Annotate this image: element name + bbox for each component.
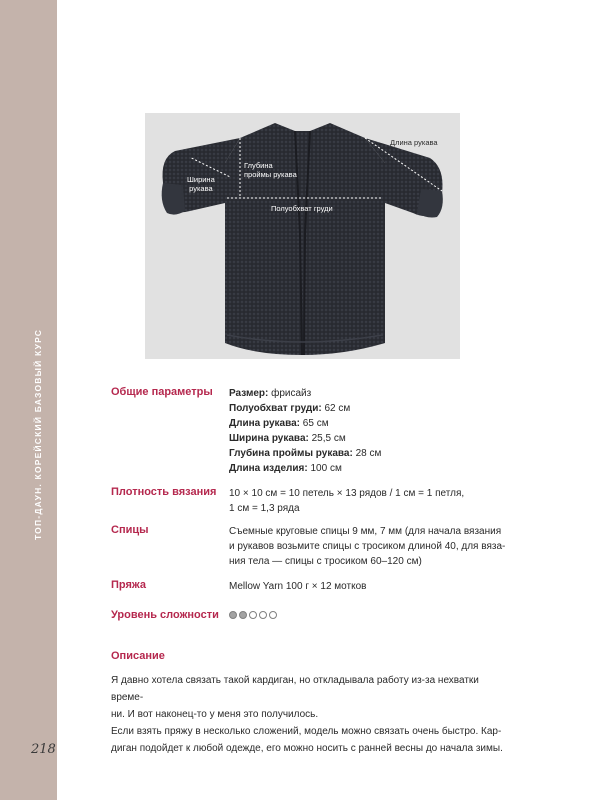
- general-param-key: Полуобхват груди:: [229, 403, 322, 414]
- density-label: Плотность вязания: [111, 486, 217, 498]
- difficulty-label: Уровень сложности: [111, 609, 219, 621]
- difficulty-value: [229, 609, 511, 619]
- armhole-depth-label: Глубина проймы рукава: [244, 161, 297, 179]
- difficulty-rating: [229, 609, 511, 619]
- needles-value: Съемные круговые спицы 9 мм, 7 мм (для начала вязания и рукавов возьмите спицы с тросиком длиной 40, для вяза- ния тела — спицы с тросиком 60–120 см): [229, 526, 506, 567]
- chest-label: Полуобхват груди: [271, 204, 333, 213]
- general-param-item: [229, 431, 511, 446]
- general-param-key: Размер:: [229, 388, 269, 399]
- general-param-value: 28 см: [352, 448, 382, 459]
- difficulty-dot: [269, 611, 277, 619]
- general-param-value: 65 см: [300, 418, 329, 429]
- left-cuff: [162, 183, 185, 215]
- general-param-item: [229, 401, 511, 416]
- general-param-item: [229, 416, 511, 431]
- yarn-label: Пряжа: [111, 579, 146, 591]
- density-value: 10 × 10 см = 10 петель × 13 рядов / 1 см = 1 петля, 1 см = 1,3 ряда: [229, 488, 465, 514]
- difficulty-dot: [259, 611, 267, 619]
- general-param-key: Ширина рукава:: [229, 433, 309, 444]
- cardigan-photo: [145, 113, 460, 359]
- page-number: 218: [31, 742, 56, 757]
- needles-label: Спицы: [111, 524, 149, 536]
- running-head: ТОП-ДАУН. КОРЕЙСКИЙ БАЗОВЫЙ КУРС: [33, 328, 43, 540]
- description-line: Я давно хотела связать такой кардиган, но откладывала работу из-за нехватки време-: [111, 675, 479, 703]
- general-param-value: 62 см: [321, 403, 351, 414]
- general-param-key: Глубина проймы рукава:: [229, 448, 353, 459]
- sleeve-length-label: Длина рукава: [390, 138, 438, 147]
- general-param-key: Длина изделия:: [229, 463, 308, 474]
- description-line: ни. И вот наконец-то у меня это получилось.: [111, 709, 319, 720]
- yarn-value: Mellow Yarn 100 г × 12 мотков: [229, 581, 367, 592]
- cardigan-illustration: [145, 113, 460, 359]
- difficulty-dot: [239, 611, 247, 619]
- general-param-item: [229, 386, 511, 401]
- description-body: [111, 672, 511, 757]
- description-line: Если взять пряжу в несколько сложений, модель можно связать очень быстро. Кар-: [111, 726, 502, 737]
- general-params-list: [229, 386, 511, 476]
- description-line: диган подойдет к любой одежде, его можно носить с ранней весны до начала зимы.: [111, 743, 503, 754]
- general-params-label: Общие параметры: [111, 386, 213, 398]
- difficulty-dot: [229, 611, 237, 619]
- general-param-item: [229, 461, 511, 476]
- description-title: Описание: [111, 650, 165, 662]
- general-param-value: 100 см: [307, 463, 342, 474]
- right-cuff: [417, 189, 443, 218]
- general-param-value: 25,5 см: [308, 433, 346, 444]
- sidebar: [0, 0, 57, 800]
- general-param-value: фрисайз: [268, 388, 312, 399]
- sleeve-width-label: Ширина рукава: [187, 175, 215, 193]
- general-param-key: Длина рукава:: [229, 418, 301, 429]
- difficulty-dot: [249, 611, 257, 619]
- general-param-item: [229, 446, 511, 461]
